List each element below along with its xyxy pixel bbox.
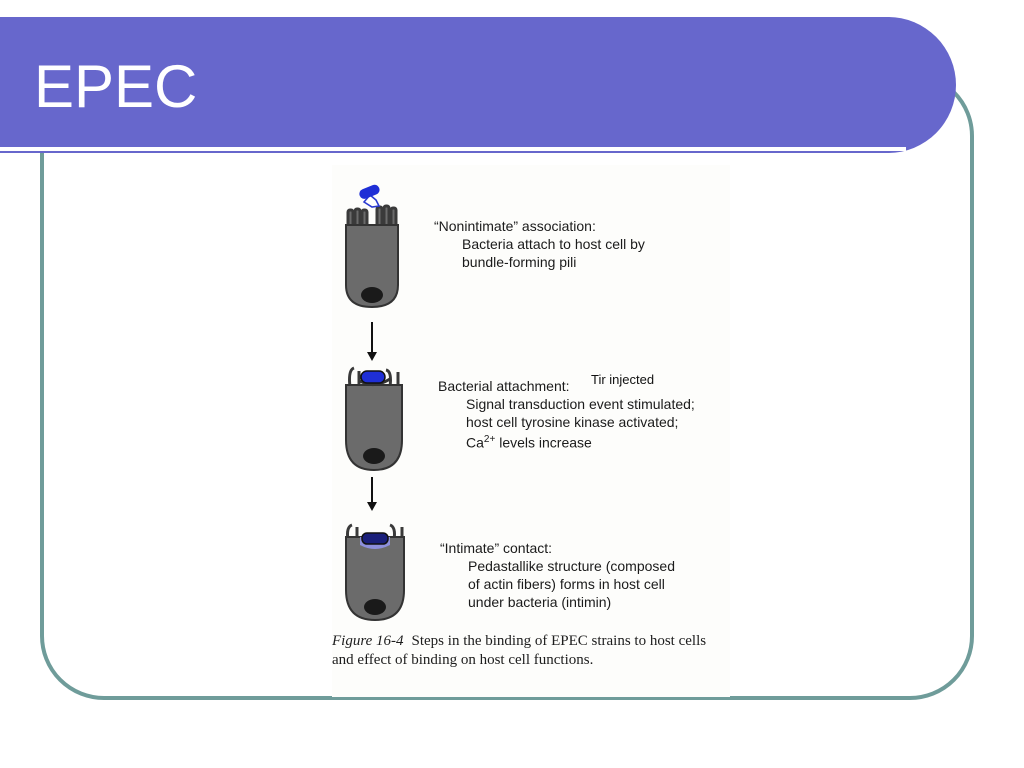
title-underline — [0, 147, 906, 151]
step-1-line-1: Bacteria attach to host cell by — [462, 236, 645, 252]
caption-text: Steps in the binding of EPEC strains to host cells and effect of binding on host cell functions. — [332, 633, 707, 668]
calcium-charge: 2+ — [483, 434, 496, 445]
step-2-heading: Bacterial attachment: — [438, 378, 570, 394]
step-3-line-2: of actin fibers) forms in host cell — [468, 576, 665, 592]
step-3-text — [440, 539, 675, 611]
calcium-text: levels increase — [499, 434, 592, 451]
host-cell-2 — [346, 368, 402, 470]
slide-title: EPEC — [34, 53, 198, 120]
step-3-line-1: Pedastallike structure (composed — [468, 558, 675, 574]
step-1-heading: “Nonintimate” association: — [434, 218, 596, 234]
figure-label: Figure 16-4 — [332, 633, 404, 649]
figure-caption — [332, 632, 730, 670]
tir-injected-annotation: Tir injected — [591, 372, 655, 387]
bacterium-2 — [361, 371, 385, 383]
host-cell-1 — [346, 183, 398, 307]
bacterium-3 — [362, 533, 388, 544]
nucleus-1 — [361, 287, 383, 303]
nucleus-3 — [364, 599, 386, 615]
step-2-text — [438, 377, 695, 452]
step-2-line-2: host cell tyrosine kinase activated; — [466, 414, 679, 430]
figure-panel — [332, 165, 730, 697]
step-1-text — [434, 217, 645, 271]
step-2-line-1: Signal transduction event stimulated; — [466, 396, 695, 412]
nucleus-2 — [363, 448, 385, 464]
title-bar — [0, 17, 956, 153]
step-2-line-3 — [438, 431, 695, 452]
step-3-line-3: under bacteria (intimin) — [468, 594, 612, 610]
step-1-line-2: bundle-forming pili — [462, 254, 577, 270]
arrow-2-head — [367, 502, 377, 511]
calcium-symbol: Ca — [466, 434, 484, 451]
host-cell-3 — [346, 525, 404, 620]
arrow-1-head — [367, 352, 377, 361]
step-3-heading: “Intimate” contact: — [440, 540, 553, 556]
